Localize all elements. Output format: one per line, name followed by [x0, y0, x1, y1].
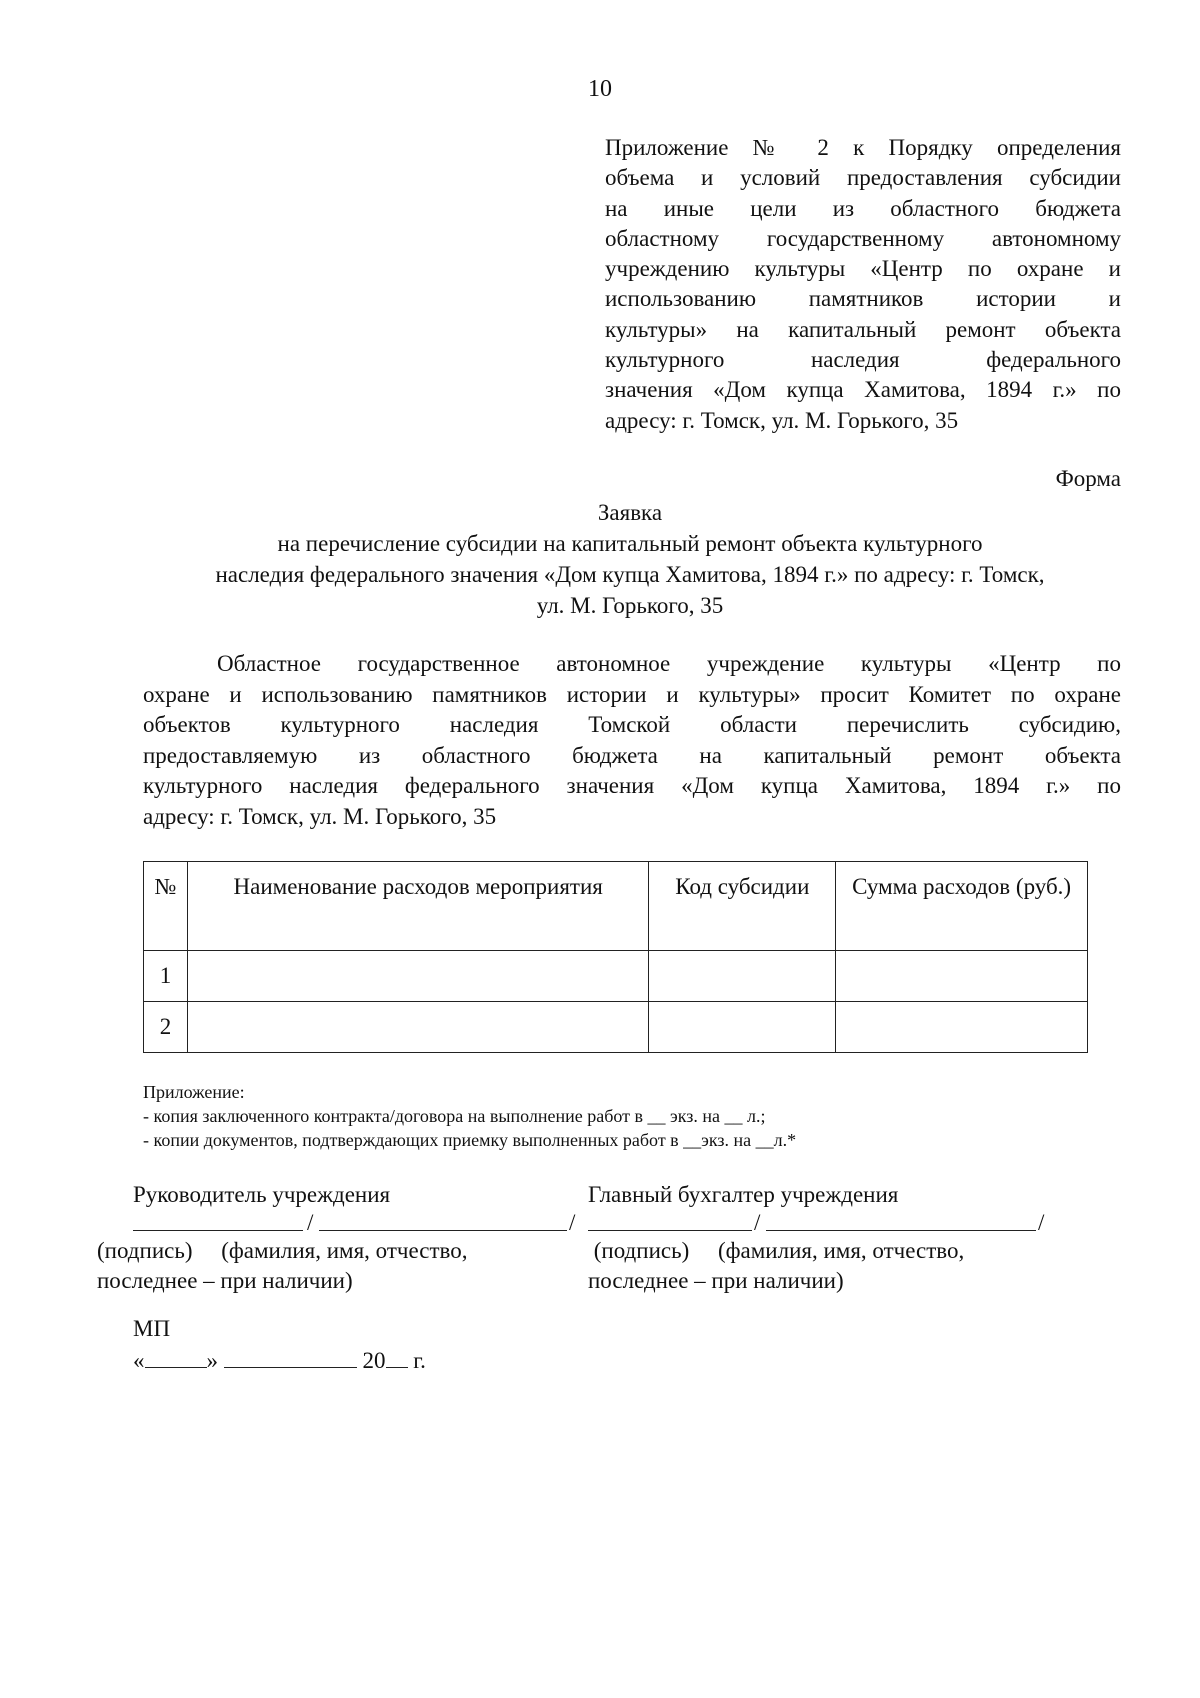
table-row	[144, 951, 1088, 1002]
paragraph-line: культурного наследия федерального значения «Дом купца Хамитова, 1894 г.» по	[143, 773, 1121, 799]
signature-line	[97, 1210, 576, 1236]
title-line: ул. М. Горького, 35	[536, 593, 724, 618]
appendix-line: культуры» на капитальный ремонт объекта	[605, 316, 1121, 342]
row-number: 2	[144, 1002, 188, 1053]
title-line: Заявка	[597, 500, 663, 525]
attachments-heading: Приложение:	[143, 1082, 245, 1102]
expenses-table	[143, 861, 1088, 1053]
document-title	[130, 497, 1130, 621]
paragraph-line: адресу: г. Томск, ул. М. Горького, 35	[143, 803, 497, 829]
name-blank	[766, 1230, 1036, 1231]
title-line: на перечисление субсидии на капитальный ремонт объекта культурного	[277, 531, 983, 556]
signer-role: Руководитель учреждения	[133, 1182, 391, 1207]
expense-name-cell	[187, 1002, 648, 1053]
paragraph-line: объектов культурного наследия Томской области перечислить субсидию,	[143, 712, 1121, 738]
signature-caption: последнее – при наличии)	[97, 1268, 353, 1293]
appendix-line: Приложение № 2 к Порядку определения	[605, 135, 1121, 160]
expense-sum-cell	[836, 1002, 1088, 1053]
slash-separator: /	[307, 1210, 314, 1235]
table-header-row	[144, 862, 1088, 951]
row-number: 1	[144, 951, 188, 1002]
table-row	[144, 1002, 1088, 1053]
month-blank	[224, 1347, 357, 1368]
appendix-line: областному государственному автономному	[605, 225, 1121, 251]
accountant-signature-block	[588, 1180, 1058, 1296]
year-prefix: 20	[362, 1348, 386, 1373]
slash-separator: /	[754, 1210, 761, 1235]
appendix-line: на иные цели из областного бюджета	[605, 195, 1121, 221]
title-line: наследия федерального значения «Дом купца Хамитова, 1894 г.» по адресу: г. Томск,	[215, 562, 1045, 587]
signature-blank	[133, 1230, 303, 1231]
close-quote: »	[206, 1348, 218, 1373]
request-paragraph	[143, 649, 1121, 833]
name-blank	[319, 1230, 567, 1231]
header-number: №	[144, 862, 188, 951]
director-signature-block	[97, 1180, 576, 1296]
appendix-line: культурного наследия федерального	[605, 347, 1121, 373]
subsidy-code-cell	[649, 951, 836, 1002]
appendix-reference	[605, 133, 1121, 436]
appendix-line: учреждению культуры «Центр по охране и	[605, 256, 1121, 282]
signature-line	[588, 1210, 1058, 1236]
header-expense-sum: Сумма расходов (руб.)	[836, 862, 1088, 951]
signature-caption: последнее – при наличии)	[588, 1268, 844, 1293]
subsidy-code-cell	[649, 1002, 836, 1053]
header-subsidy-code: Код субсидии	[649, 862, 836, 951]
date-line	[133, 1347, 426, 1374]
signature-caption: (подпись) (фамилия, имя, отчество,	[588, 1238, 965, 1263]
year-blank	[386, 1347, 408, 1368]
signature-blank	[588, 1230, 752, 1231]
slash-separator: /	[1038, 1210, 1045, 1235]
stamp-placeholder: МП	[133, 1316, 171, 1341]
paragraph-line: охране и использованию памятников истории и культуры» просит Комитет по охране	[143, 681, 1121, 707]
attachment-item: - копии документов, подтверждающих приемку выполненных работ в __экз. на __л.*	[143, 1130, 797, 1150]
signature-caption: (подпись) (фамилия, имя, отчество,	[97, 1238, 468, 1263]
form-label: Форма	[1055, 466, 1121, 491]
year-suffix: г.	[413, 1348, 426, 1373]
expense-sum-cell	[836, 951, 1088, 1002]
open-quote: «	[133, 1348, 145, 1373]
day-blank	[145, 1347, 207, 1368]
appendix-line: значения «Дом купца Хамитова, 1894 г.» по	[605, 377, 1121, 403]
expense-name-cell	[187, 951, 648, 1002]
appendix-line: адресу: г. Томск, ул. М. Горького, 35	[605, 407, 959, 433]
appendix-line: использованию памятников истории и	[605, 286, 1121, 312]
paragraph-line: Областное государственное автономное учреждение культуры «Центр по	[217, 651, 1121, 676]
attachment-item: - копия заключенного контракта/договора на выполнение работ в __ экз. на __ л.;	[143, 1106, 766, 1126]
attachments-list	[143, 1080, 796, 1152]
paragraph-line: предоставляемую из областного бюджета на капитальный ремонт объекта	[143, 742, 1121, 768]
page-number: 10	[588, 76, 612, 102]
slash-separator: /	[569, 1210, 576, 1235]
header-expense-name: Наименование расходов мероприятия	[187, 862, 648, 951]
appendix-line: объема и условий предоставления субсидии	[605, 165, 1121, 191]
signer-role: Главный бухгалтер учреждения	[588, 1182, 899, 1207]
